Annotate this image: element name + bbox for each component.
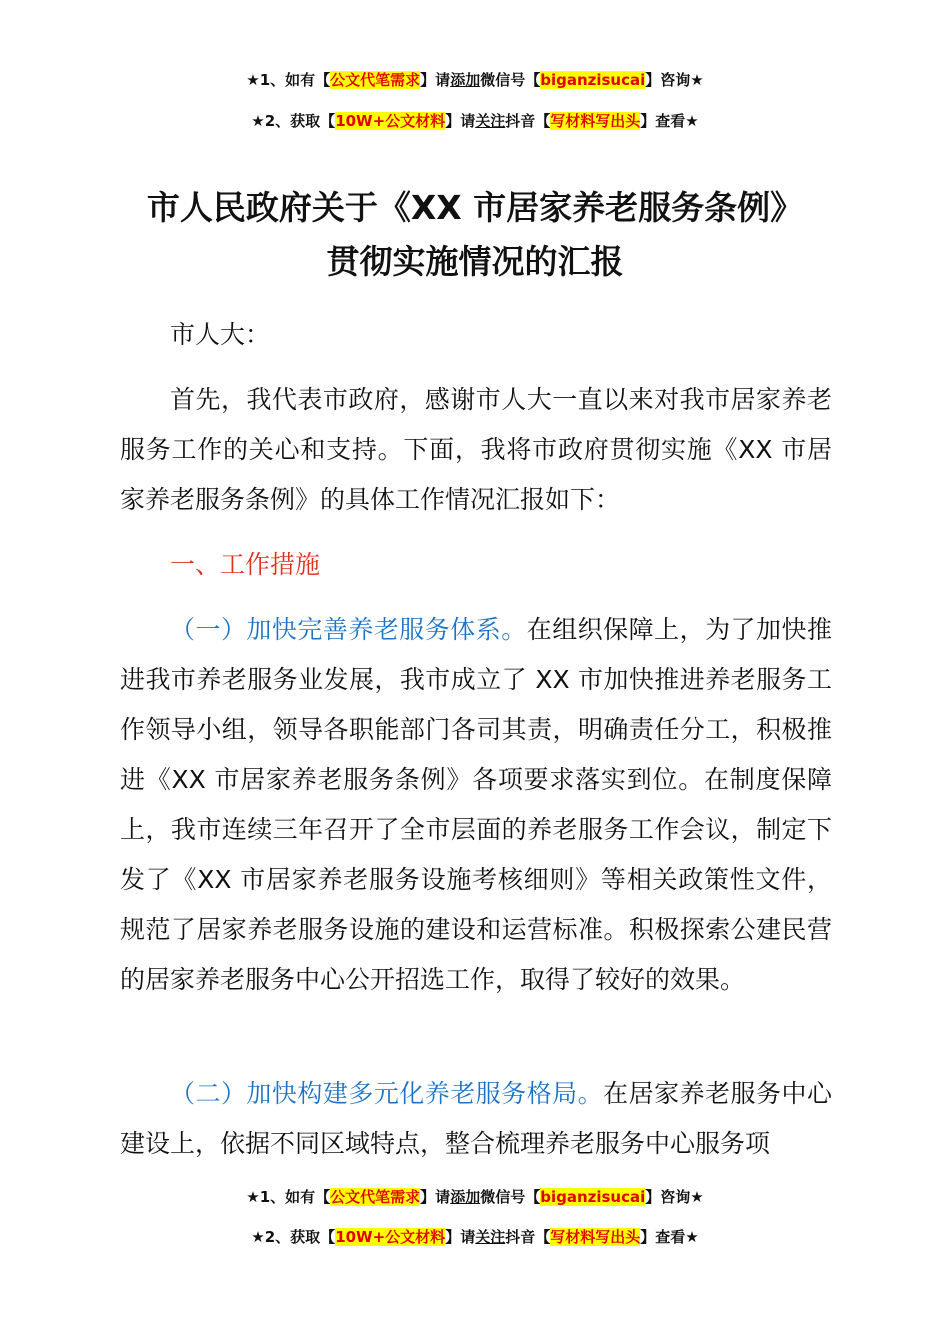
intro-paragraph: 首先，我代表市政府，感谢市人大一直以来对我市居家养老服务工作的关心和支持。下面，我将市政府贯彻实施《XX 市居家养老服务条例》的具体工作情况汇报如下： [120,385,832,514]
banner-highlight: 写材料写出头 [550,1228,641,1246]
body-paragraph-1 [120,605,832,1005]
banner-text: 】查看★ [640,1228,699,1246]
banner-underline: 关注 [475,1228,506,1246]
banner-highlight: 公文代笔需求 [330,71,421,89]
banner-text: 】咨询★ [645,1188,704,1206]
salutation: 市人大： [170,320,271,349]
body-paragraph-2 [120,1069,832,1169]
banner-highlight: 写材料写出头 [550,112,641,130]
banner-text: 】咨询★ [645,71,704,89]
paragraph-body: 在居家养老服务中心建设上，依据不同区域特点，整合梳理养老服务中心服务项 [120,1079,832,1158]
banner-text: 】请 [420,1188,451,1206]
banner-underline: 添加 [450,1188,481,1206]
document-title-line-1: 市人民政府关于《XX 市居家养老服务条例》 [146,188,804,227]
section-heading: 一、工作措施 [170,550,321,579]
banner-text: ★1、如有【 [246,71,331,89]
banner-text: 】查看★ [640,112,699,130]
promo-banner-bottom-1 [0,1186,950,1208]
banner-underline: 关注 [475,112,506,130]
banner-highlight: biganzisucai [540,71,646,89]
promo-banner-bottom-2 [0,1226,950,1248]
banner-highlight: 10W+公文材料 [335,1228,446,1246]
promo-banner-top-2 [0,110,950,132]
banner-text: 抖音【 [505,1228,551,1246]
banner-highlight: biganzisucai [540,1188,646,1206]
banner-underline: 添加 [450,71,481,89]
document-title-line-2: 贯彻实施情况的汇报 [326,242,624,281]
banner-text: 微信号【 [480,1188,541,1206]
banner-text: 微信号【 [480,71,541,89]
subsection-heading: （一）加快完善养老服务体系。 [170,615,527,644]
banner-highlight: 10W+公文材料 [335,112,446,130]
banner-text: 抖音【 [505,112,551,130]
banner-text: ★1、如有【 [246,1188,331,1206]
banner-text: 】请 [445,1228,476,1246]
paragraph-body: 在组织保障上，为了加快推进我市养老服务业发展，我市成立了 XX 市加快推进养老服务工作领导小组，领导各职能部门各司其责，明确责任分工，积极推进《XX 市居家养老服务条例》各项要求落实到位。在制度保障上，我市连续三年召开了全市层面的养老服务工作会议，制定下发了《XX 市居家养老服务设施考核细则》等相关政策性文件，规范了居家养老服务设施的建设和运营标准。积极探索公建民营的居家养老服务中心公开招选工作，取得了较好的效果。 [120,615,832,994]
banner-text: ★2、获取【 [251,1228,336,1246]
banner-text: 】请 [420,71,451,89]
promo-banner-top-1 [0,69,950,91]
banner-highlight: 公文代笔需求 [330,1188,421,1206]
subsection-heading: （二）加快构建多元化养老服务格局。 [170,1079,604,1108]
banner-text: 】请 [445,112,476,130]
banner-text: ★2、获取【 [251,112,336,130]
